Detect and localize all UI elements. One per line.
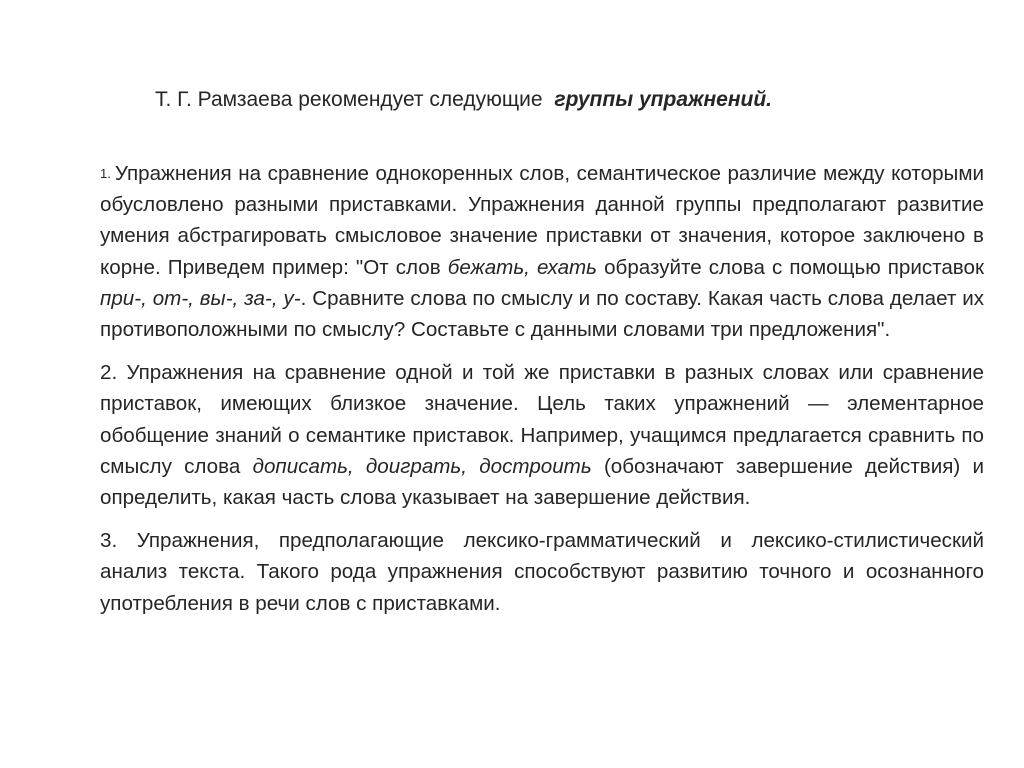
example-words: бежать, ехать bbox=[447, 255, 598, 279]
example-words: дописать, доиграть, достроить bbox=[252, 454, 592, 478]
slide-heading bbox=[155, 86, 772, 114]
heading-emphasis: группы упражнений. bbox=[554, 88, 772, 111]
exercise-group-1 bbox=[100, 158, 984, 345]
text-run: 3. Упражнения, предполагающие лексико-грамматический и лексико-стилистический анализ текста. Такого рода упражнения способствуют развитию точного и осознанного употребления в речи слов с приставками. bbox=[100, 529, 984, 615]
prefix-list: при-, от-, вы-, за-, у- bbox=[100, 286, 301, 310]
heading-lead: Т. Г. Рамзаева рекомендует следующие bbox=[155, 88, 543, 111]
slide-body bbox=[100, 158, 984, 631]
paragraph-number: 1. bbox=[100, 166, 111, 181]
exercise-group-3 bbox=[100, 525, 984, 619]
text-run: 2. Упражнения на сравнение одной и той же приставки в разных словах или сравнение приставок, имеющих близкое значение. Цель таких упражнений — элементарное обобщение знаний о семантике приставок. Например, учащимся предлагается сравнить по смыслу слова bbox=[100, 361, 984, 478]
exercise-group-2 bbox=[100, 357, 984, 513]
text-run: образуйте слова с помощью приставок bbox=[597, 255, 984, 279]
text-run: . Сравните слова по смыслу и по составу. Какая часть слова делает их противоположными по смыслу? Составьте с данными словами три предложения". bbox=[100, 286, 985, 342]
text-run: (обозначают завершение действия) и определить, какая часть слова указывает на завершение действия. bbox=[100, 454, 984, 510]
text-run: Упражнения на сравнение однокоренных слов, семантическое различие между которыми обусловлено разными приставками. Упражнения данной группы предполагают развитие умения абстрагировать смысловое значение приставки от значения, которое заключено в корне. Приведем пример: "От слов bbox=[100, 162, 984, 279]
